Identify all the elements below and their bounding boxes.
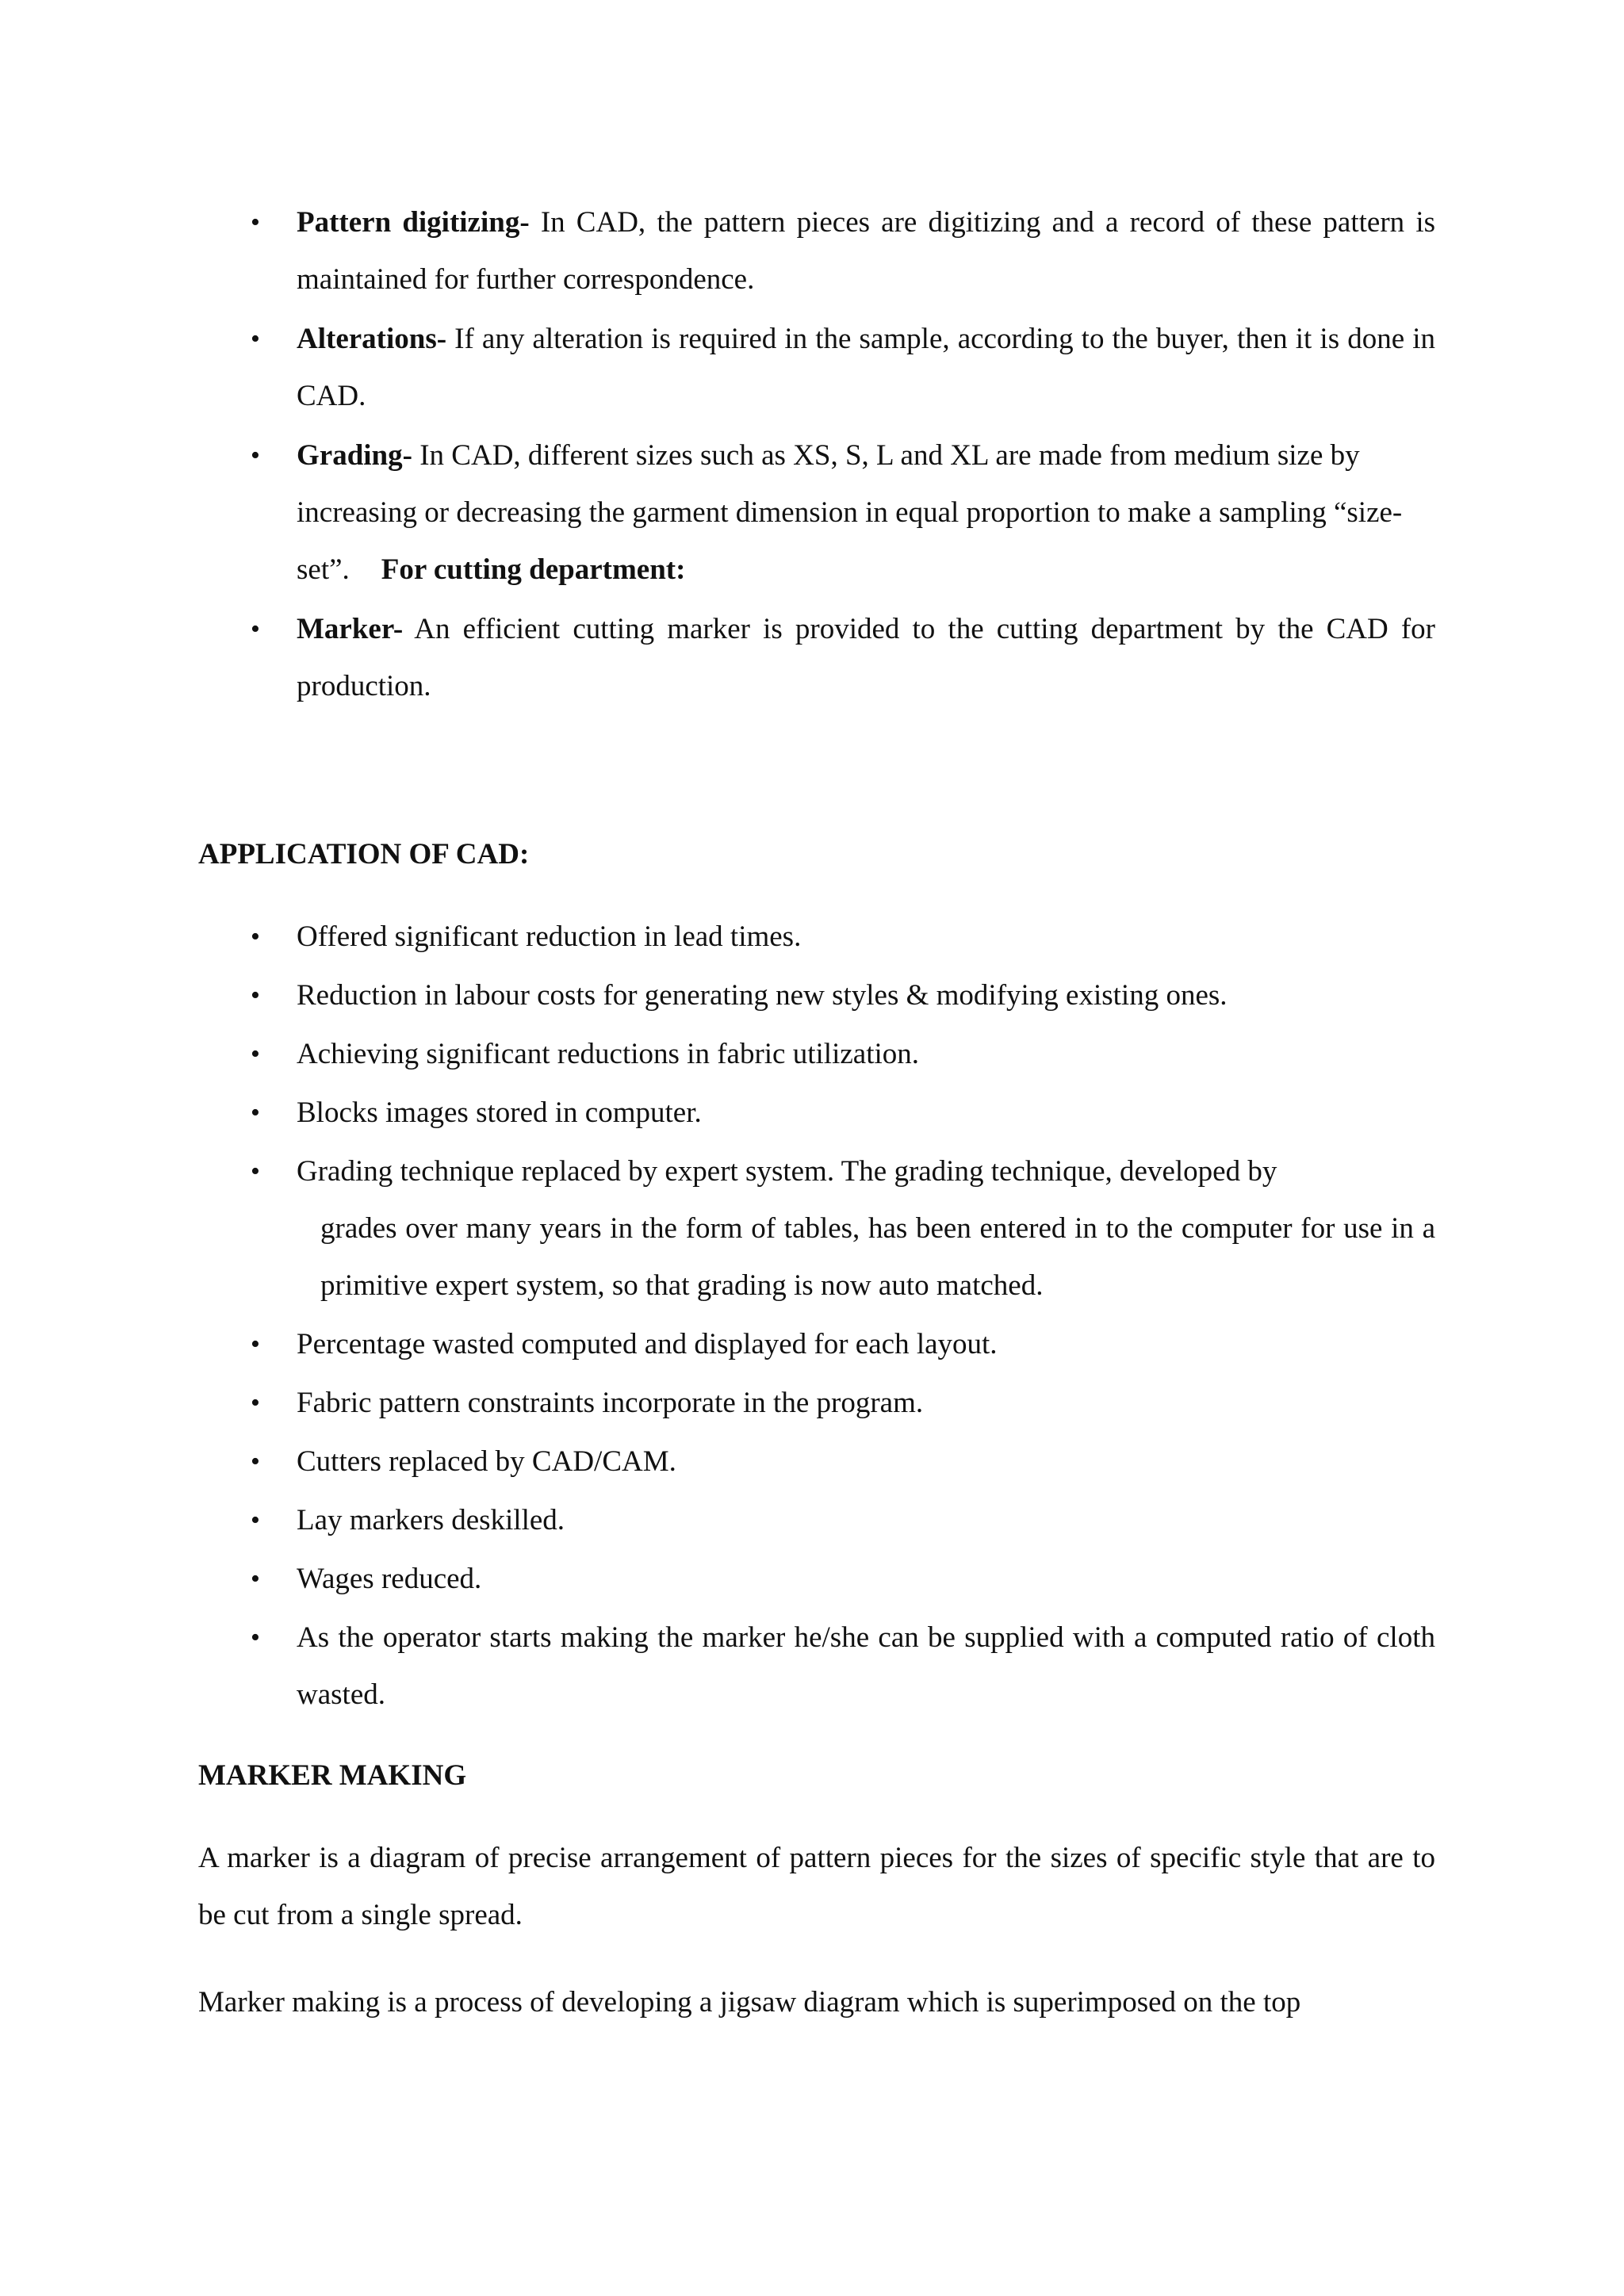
paragraph: A marker is a diagram of precise arrangement of pattern pieces for the sizes of specific style that are to be cut from a single spread. xyxy=(198,1842,1435,1931)
bullet-icon: • xyxy=(251,324,260,354)
bullet-icon: • xyxy=(251,1564,260,1594)
bullet-icon: • xyxy=(251,1506,260,1535)
list-item xyxy=(198,311,1435,425)
page-content xyxy=(198,194,1435,2061)
bullet-icon: • xyxy=(251,1447,260,1476)
item-text: Achieving significant reductions in fabric utilization. xyxy=(297,1038,920,1070)
bullet-icon: • xyxy=(251,1039,260,1069)
subheading-cutting-department: For cutting department: xyxy=(381,553,686,586)
list-item xyxy=(198,967,1435,1024)
bullet-icon: • xyxy=(251,1330,260,1359)
term-label: Pattern digitizing- xyxy=(297,206,530,239)
item-text: Lay markers deskilled. xyxy=(297,1504,565,1536)
item-text: An efficient cutting marker is provided to the cutting department by the CAD for production. xyxy=(297,613,1435,702)
list-item xyxy=(198,1551,1435,1608)
item-text: Grading technique replaced by expert system. The grading technique, developed by xyxy=(297,1155,1277,1188)
item-text: Wages reduced. xyxy=(297,1563,482,1595)
item-text-continuation: grades over many years in the form of tables, has been entered in to the computer for use in a primitive expert system, so that grading is now auto matched. xyxy=(320,1212,1435,1302)
bullet-icon: • xyxy=(251,614,260,644)
list-item xyxy=(198,601,1435,715)
list-item xyxy=(198,194,1435,308)
paragraph: Marker making is a process of developing a jigsaw diagram which is superimposed on the top xyxy=(198,1986,1301,2019)
list-item xyxy=(198,1026,1435,1083)
item-text: Percentage wasted computed and displayed for each layout. xyxy=(297,1328,998,1360)
term-label: Alterations- xyxy=(297,323,447,355)
item-text: Cutters replaced by CAD/CAM. xyxy=(297,1445,676,1478)
list-item xyxy=(198,1492,1435,1549)
list-item xyxy=(198,909,1435,966)
bullet-icon: • xyxy=(251,981,260,1010)
application-list xyxy=(198,909,1435,1724)
item-text: If any alteration is required in the sample, according to the buyer, then it is done in CAD. xyxy=(297,323,1435,412)
term-label: Grading- xyxy=(297,439,412,472)
item-text: In CAD, the pattern pieces are digitizing and a record of these pattern is maintained for further correspondence. xyxy=(297,206,1435,296)
term-label: Marker- xyxy=(297,613,404,645)
bullet-icon: • xyxy=(251,1157,260,1186)
list-item xyxy=(198,1609,1435,1724)
item-text: In CAD, different sizes such as XS, S, L and XL are made from medium size by increasing or decreasing the garment dimension in equal proportion to make a sampling “size-set”. xyxy=(297,439,1403,586)
list-item xyxy=(198,427,1435,599)
item-text: Reduction in labour costs for generating new styles & modifying existing ones. xyxy=(297,979,1228,1012)
list-item xyxy=(198,1316,1435,1373)
list-item xyxy=(198,1085,1435,1142)
bullet-icon: • xyxy=(251,922,260,951)
item-text: Fabric pattern constraints incorporate in the program. xyxy=(297,1387,924,1419)
item-text: As the operator starts making the marker he/she can be supplied with a computed ratio of cloth wasted. xyxy=(297,1621,1435,1711)
bullet-icon: • xyxy=(251,1623,260,1652)
list-item xyxy=(198,1375,1435,1432)
bullet-icon: • xyxy=(251,208,260,237)
bullet-icon: • xyxy=(251,1098,260,1127)
item-text: Blocks images stored in computer. xyxy=(297,1096,702,1129)
section-heading-application: APPLICATION OF CAD: xyxy=(198,838,530,871)
section-heading-marker-making: MARKER MAKING xyxy=(198,1759,467,1792)
bullet-icon: • xyxy=(251,1388,260,1418)
list-item xyxy=(198,1143,1435,1314)
cad-functions-list xyxy=(198,194,1435,715)
item-text: Offered significant reduction in lead times. xyxy=(297,920,802,953)
list-item xyxy=(198,1433,1435,1490)
bullet-icon: • xyxy=(251,441,260,470)
